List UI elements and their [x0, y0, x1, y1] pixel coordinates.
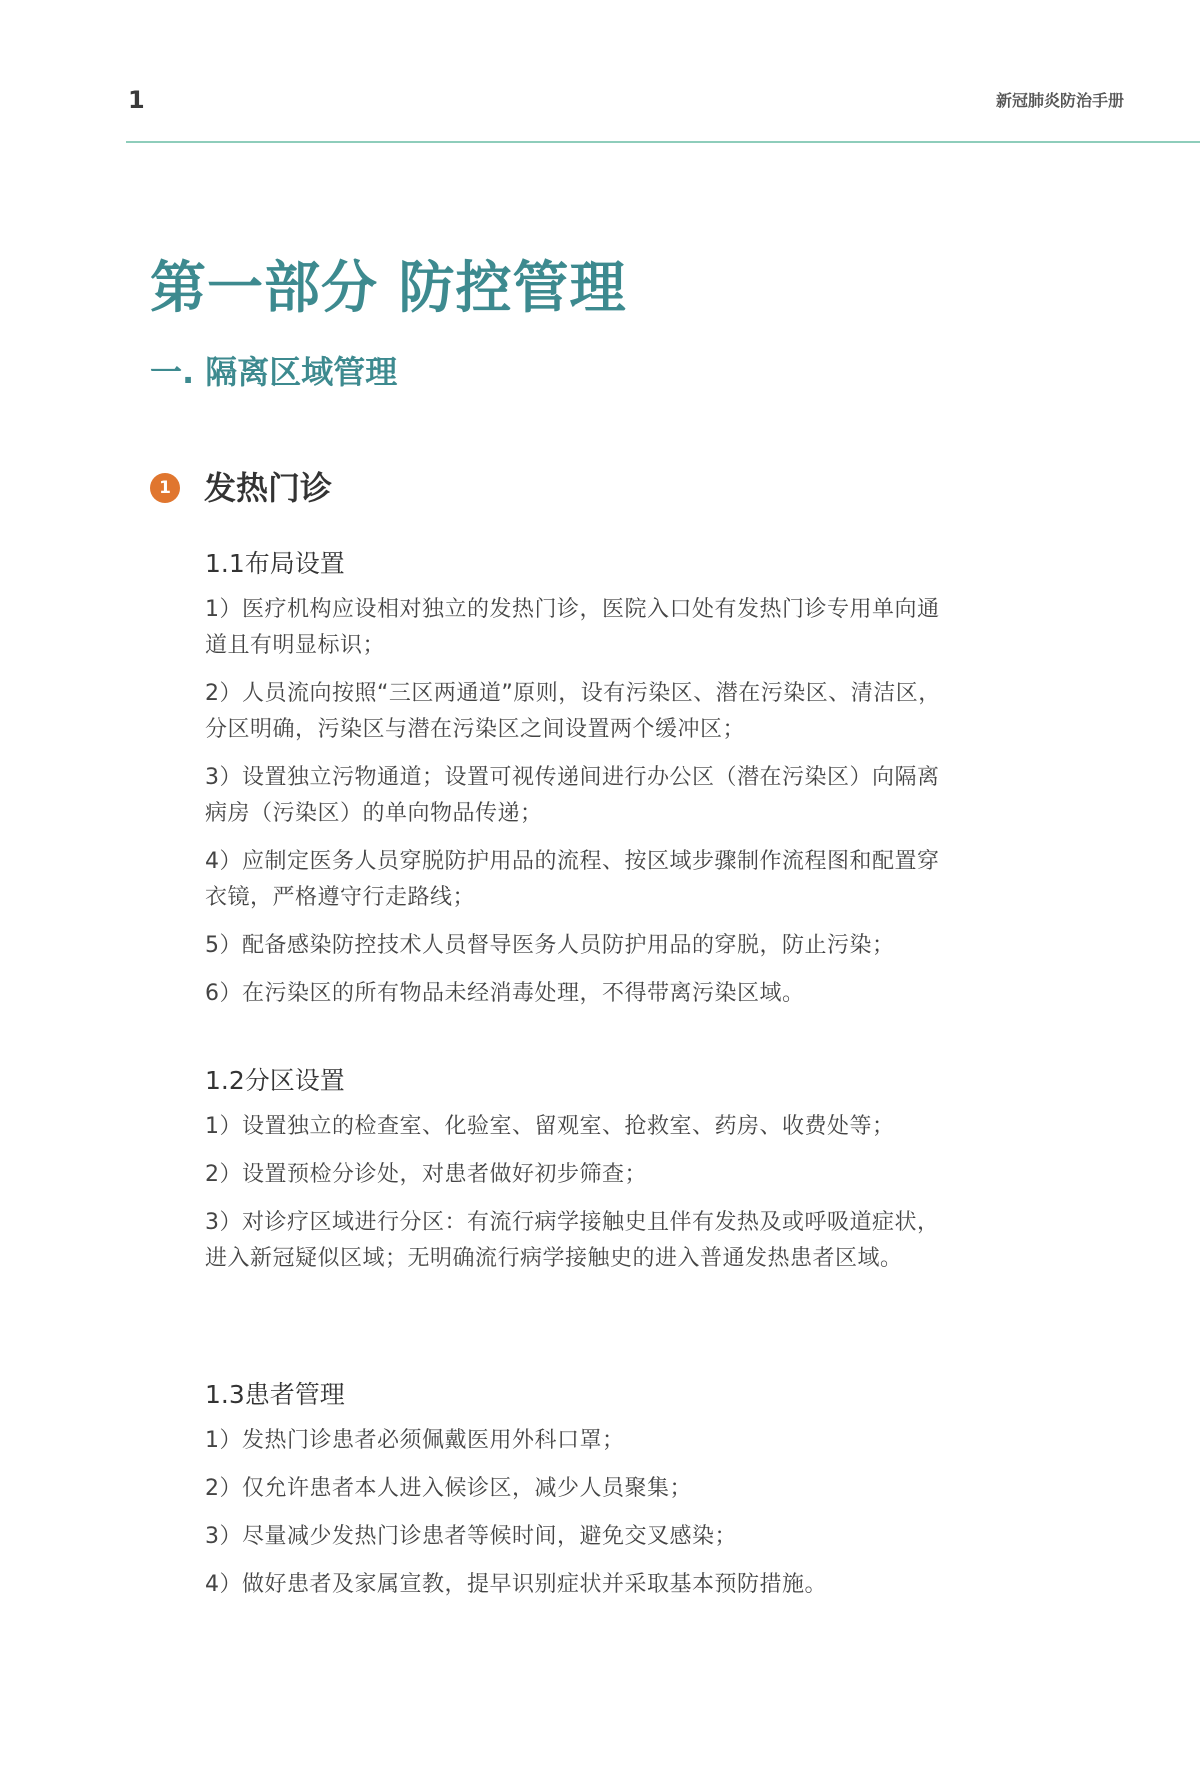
page-number: 1: [128, 86, 145, 114]
list-item: 1）设置独立的检查室、化验室、留观室、抢救室、药房、收费处等；: [205, 1114, 895, 1139]
section-heading: [150, 464, 332, 512]
list-item: 1）医疗机构应设相对独立的发热门诊，医院入口处有发热门诊专用单向通道且有明显标识；: [205, 597, 940, 658]
list-item: 4）做好患者及家属宣教，提早识别症状并采取基本预防措施。: [205, 1572, 827, 1597]
list-item: 1）发热门诊患者必须佩戴医用外科口罩；: [205, 1428, 625, 1453]
list-item: 2）仅允许患者本人进入候诊区，减少人员聚集；: [205, 1476, 692, 1501]
list-item: 5）配备感染防控技术人员督导医务人员防护用品的穿脱，防止污染；: [205, 933, 895, 958]
list-item: 3）设置独立污物通道；设置可视传递间进行办公区（潜在污染区）向隔离病房（污染区）的单向物品传递；: [205, 765, 940, 826]
list-item: 3）对诊疗区域进行分区：有流行病学接触史且伴有发热及或呼吸道症状，进入新冠疑似区域；无明确流行病学接触史的进入普通发热患者区域。: [205, 1210, 940, 1271]
section-number-badge: 1: [150, 473, 180, 503]
running-title: 新冠肺炎防治手册: [995, 91, 1124, 110]
list-item: 2）人员流向按照“三区两通道”原则，设有污染区、潜在污染区、清洁区，分区明确，污染区与潜在污染区之间设置两个缓冲区；: [205, 681, 941, 742]
subsection-title: 1.1布局设置: [205, 549, 345, 578]
part-title: 第一部分 防控管理: [150, 256, 627, 321]
section-title: 发热门诊: [204, 469, 333, 507]
chapter-title: 一. 隔离区域管理: [150, 353, 398, 391]
list-item: 4）应制定医务人员穿脱防护用品的流程、按区域步骤制作流程图和配置穿衣镜，严格遵守行走路线；: [205, 849, 940, 910]
subsection-patient-management: [205, 1377, 945, 1615]
subsection-zone-setup: [205, 1063, 945, 1289]
list-item: 2）设置预检分诊处，对患者做好初步筛查；: [205, 1162, 647, 1187]
subsection-title: 1.3患者管理: [205, 1380, 345, 1409]
list-item: 6）在污染区的所有物品未经消毒处理，不得带离污染区域。: [205, 981, 805, 1006]
subsection-title: 1.2分区设置: [205, 1066, 345, 1095]
subsection-layout-setup: [205, 546, 945, 1024]
list-item: 3）尽量减少发热门诊患者等候时间，避免交叉感染；: [205, 1524, 737, 1549]
header-divider: [126, 141, 1200, 143]
